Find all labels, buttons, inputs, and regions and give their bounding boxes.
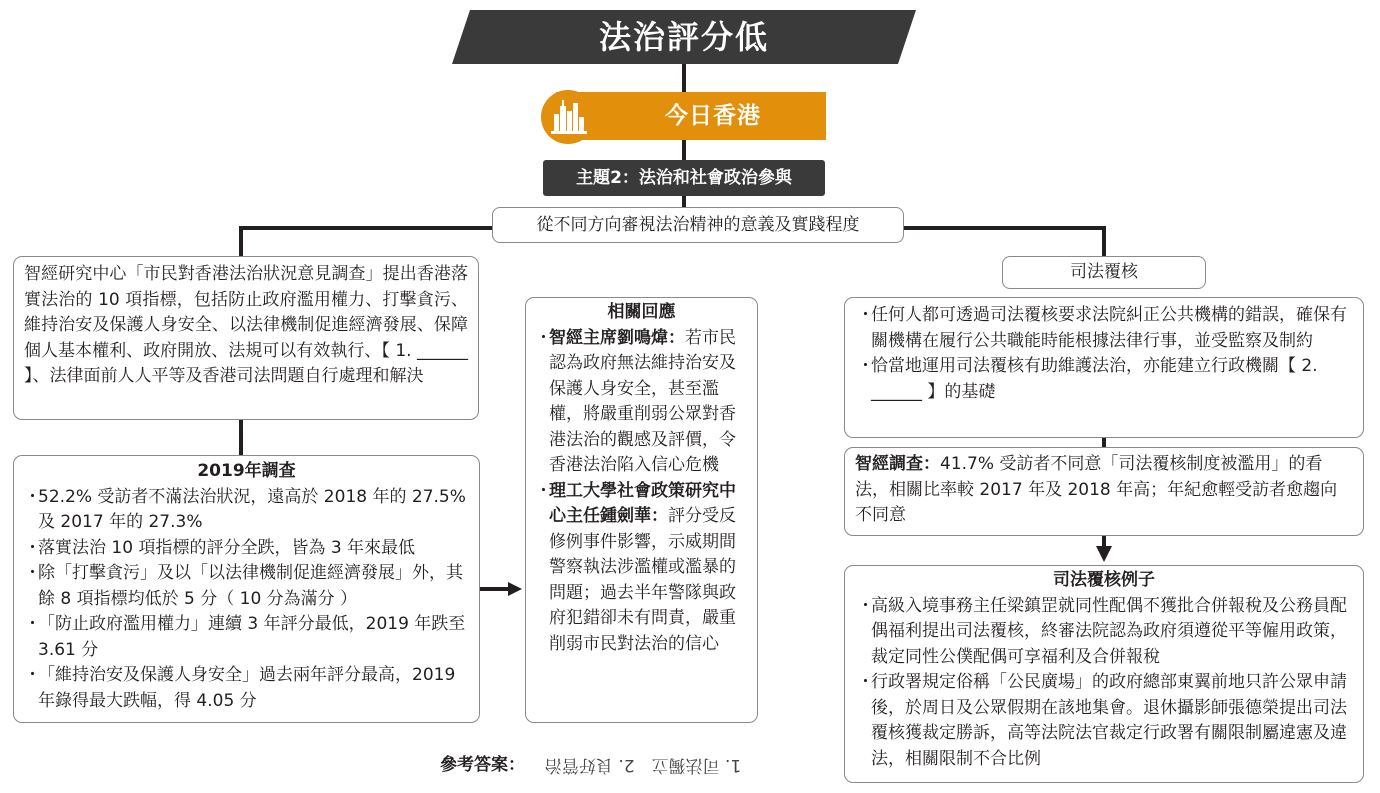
bullet: ・	[857, 672, 874, 692]
answers-label: 參考答案：	[440, 755, 525, 775]
left-branch-line	[241, 228, 494, 256]
bullet: ・	[535, 327, 552, 348]
survey-title: 2019年調查	[197, 461, 296, 481]
judicial-survey-box	[844, 447, 1364, 536]
bullet: ・	[857, 305, 874, 325]
survey-item: ・ 「防止政府濫用權力」連續 3 年評分最低，2019 年跌至 3.61 分	[24, 614, 466, 660]
skyline-logo-icon	[541, 90, 595, 144]
arrow-head-right	[508, 582, 522, 596]
bullet: ・	[24, 563, 41, 583]
survey-item: ・ 除「打擊貪污」及以「以法律機制促進經濟發展」外，其餘 8 項指標均低於 5 分（ 10 分為滿分 ）	[24, 563, 463, 609]
bullet: ・	[24, 537, 41, 558]
judicial-survey-text: 41.7% 受訪者不同意「司法覆核制度被濫用」的看法，相關比率較 2017 年及 2018 年高；年紀愈輕受訪者愈趨向不同意	[855, 454, 1338, 525]
bullet: ・	[24, 665, 41, 685]
focus-label: 從不同方向審視法治精神的意義及實踐程度	[492, 207, 904, 243]
survey-item: ・ 「維持治安及保護人身安全」過去兩年評分最高，2019 年錄得最大跌幅，得 4.05 分	[24, 665, 456, 711]
judicial-item: ・ 恰當地運用司法覆核有助維護法治，亦能建立行政機關【 2. ______ 】的基礎	[857, 356, 1318, 402]
bullet: ・	[857, 595, 874, 616]
page-title: 法治評分低	[598, 18, 769, 56]
responses-title: 相關回應	[607, 302, 676, 322]
indicators-text: 智經研究中心「市民對香港法治狀況意見調查」提出香港落實法治的 10 項指標，包括防止政府濫用權力、打擊貪污、維持治安及保護人身安全、以法律機制促進經濟發展、保障個人基本權利、政府開放、法規可以有效執行、【 1. ______ 】、法律面前人人平等及香港司法問題自行處理和解決	[24, 264, 468, 386]
bullet: ・	[24, 486, 41, 507]
bullet: ・	[535, 480, 552, 501]
response-item: ・ 智經主席劉鳴煒：若市民認為政府無法維持治安及保護人身安全，甚至濫權，將嚴重削弱公眾對香港法治的觀感及評價，令香港法治陷入信心危機	[535, 327, 736, 475]
indicators-box	[13, 256, 479, 420]
judicial-title: 司法覆核	[1002, 256, 1206, 289]
example-item: ・ 高級入境事務主任梁鎮罡就同性配偶不獲批合併報稅及公務員配偶福利提出司法覆核，終審法院認為政府須遵從平等僱用政策，裁定同性公僕配偶可享福利及合併報稅	[857, 595, 1347, 667]
responses-box	[525, 297, 758, 723]
bullet: ・	[857, 356, 874, 376]
source-label: 今日香港	[665, 103, 761, 129]
example-item: ・ 行政署規定俗稱「公民廣場」的政府總部東翼前地只許公眾申請後，於周日及公眾假期在該地集會。退休攝影師張德榮提出司法覆核獲裁定勝訴，高等法院法官裁定行政署有關限制屬違憲及違法，相關限制不合比例	[857, 672, 1347, 769]
bullet: ・	[24, 614, 41, 634]
survey-item: ・ 52.2% 受訪者不滿法治狀況，遠高於 2018 年的 27.5%及 2017 年的 27.3%	[24, 486, 466, 532]
answers-text: 1. 司法獨立 2. 良好管治	[545, 755, 742, 775]
judicial-box	[844, 297, 1364, 438]
survey-box	[13, 455, 480, 723]
judicial-item: ・ 任何人都可透過司法覆核要求法院糾正公共機構的錯誤，確保有關機構在履行公共職能時能根據法律行事，並受監察及制約	[857, 305, 1347, 351]
examples-box	[844, 565, 1364, 783]
right-branch-line	[902, 228, 1104, 256]
survey-item: ・ 落實法治 10 項指標的評分全跌，皆為 3 年來最低	[24, 536, 469, 562]
response-item: ・ 理工大學社會政策研究中心主任鍾劍華：評分受反修例事件影響，示威期間警察執法涉濫權或濫暴的問題；過去半年警隊與政府犯錯卻未有問責，嚴重削弱市民對法治的信心	[535, 480, 736, 654]
theme-label: 主題2：法治和社會政治參與	[543, 160, 825, 196]
arrow-head-down	[1096, 546, 1112, 562]
judicial-survey-label: 智經調查：	[855, 454, 940, 474]
examples-title: 司法覆核例子	[1053, 570, 1155, 590]
title-banner	[452, 10, 916, 64]
